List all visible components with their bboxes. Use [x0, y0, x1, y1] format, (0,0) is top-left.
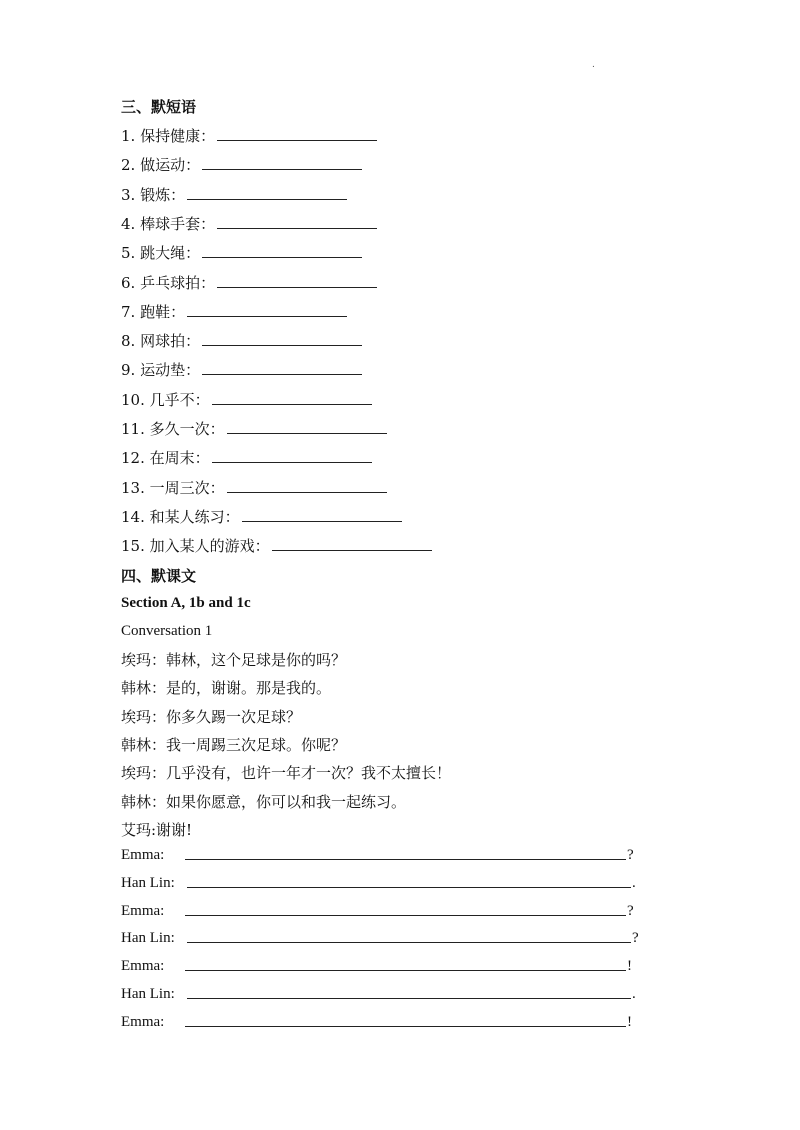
phrase-item	[121, 243, 362, 263]
dialogue-line: 韩林：如果你愿意，你可以和我一起练习。	[121, 792, 407, 811]
section-subheading: Section A, 1b and 1c	[121, 595, 251, 611]
answer-blank[interactable]	[217, 214, 377, 229]
dialogue-line: 埃玛：韩林，这个足球是你的吗？	[121, 651, 347, 669]
section3-heading: 三、默短语	[121, 98, 197, 116]
phrase-label: 11. 多久一次：	[121, 420, 225, 438]
phrase-label: 4. 棒球手套：	[121, 214, 216, 233]
phrase-item	[121, 507, 402, 527]
line-end-punctuation: ?	[627, 902, 634, 919]
speaker-label: Emma:	[121, 1013, 165, 1030]
phrase-label: 8. 网球拍：	[121, 332, 201, 351]
answer-blank[interactable]	[272, 536, 432, 551]
answer-blank[interactable]	[187, 185, 347, 200]
section4-heading: 四、默课文	[121, 567, 197, 585]
answer-blank[interactable]	[202, 331, 362, 346]
phrase-item	[121, 478, 387, 498]
answer-blank[interactable]	[242, 507, 402, 522]
answer-blank[interactable]	[187, 302, 347, 317]
dialogue-line: 艾玛:谢谢!	[121, 820, 193, 839]
conversation-title: Conversation 1	[121, 623, 213, 639]
answer-blank[interactable]	[185, 901, 626, 916]
answer-blank[interactable]	[187, 873, 631, 888]
speaker-label: Han Lin:	[121, 986, 175, 1002]
phrase-label: 1. 保持健康：	[121, 127, 216, 145]
line-end-punctuation: .	[632, 874, 636, 891]
phrase-item	[121, 302, 347, 322]
dialogue-line: 韩林：是的，谢谢。那是我的。	[121, 679, 332, 698]
phrase-label: 9. 运动垫：	[121, 361, 201, 380]
answer-blank[interactable]	[217, 126, 377, 141]
speaker-label: Emma:	[121, 847, 165, 863]
phrase-item	[121, 448, 372, 468]
phrase-item	[121, 126, 377, 146]
line-end-punctuation: ?	[627, 847, 634, 863]
phrase-label: 15. 加入某人的游戏：	[121, 537, 270, 556]
answer-blank[interactable]	[212, 390, 372, 405]
line-end-punctuation: !	[627, 958, 632, 975]
speaker-label: Emma:	[121, 902, 165, 919]
phrase-item	[121, 419, 387, 439]
phrase-item	[121, 536, 432, 556]
phrase-item	[121, 155, 362, 175]
answer-blank[interactable]	[202, 155, 362, 170]
phrase-item	[121, 273, 377, 293]
answer-blank[interactable]	[185, 845, 626, 860]
phrase-item	[121, 360, 362, 380]
phrase-item	[121, 390, 372, 410]
answer-blank[interactable]	[217, 273, 377, 288]
phrase-label: 13. 一周三次：	[121, 478, 225, 497]
answer-blank[interactable]	[185, 1012, 626, 1027]
dialogue-line: 埃玛：几乎没有，也许一年才一次？我不太擅长！	[121, 764, 452, 783]
answer-blank[interactable]	[202, 243, 362, 258]
line-end-punctuation: .	[632, 986, 636, 1002]
dialogue-line: 韩林：我一周踢三次足球。你呢？	[121, 735, 347, 754]
phrase-label: 12. 在周末：	[121, 449, 210, 468]
phrase-label: 14. 和某人练习：	[121, 507, 240, 526]
phrase-item	[121, 214, 377, 234]
phrase-item	[121, 185, 347, 205]
speaker-label: Han Lin:	[121, 930, 175, 947]
answer-blank[interactable]	[227, 478, 387, 493]
answer-blank[interactable]	[187, 928, 631, 943]
phrase-label: 3. 锻炼：	[121, 185, 186, 204]
phrase-label: 2. 做运动：	[121, 156, 201, 175]
line-end-punctuation: ?	[632, 930, 639, 947]
phrase-item	[121, 331, 362, 351]
answer-blank[interactable]	[227, 419, 387, 434]
phrase-label: 7. 跑鞋：	[121, 302, 186, 321]
answer-blank[interactable]	[212, 448, 372, 463]
answer-blank[interactable]	[202, 360, 362, 375]
phrase-label: 6. 乒乓球拍：	[121, 273, 216, 292]
corner-mark: .	[592, 60, 595, 70]
dialogue-line: 埃玛：你多久踢一次足球？	[121, 707, 302, 726]
speaker-label: Han Lin:	[121, 874, 175, 891]
phrase-label: 10. 几乎不：	[121, 390, 210, 409]
answer-blank[interactable]	[185, 956, 626, 971]
speaker-label: Emma:	[121, 958, 165, 975]
answer-blank[interactable]	[187, 984, 631, 999]
phrase-label: 5. 跳大绳：	[121, 244, 201, 263]
line-end-punctuation: !	[627, 1013, 632, 1030]
